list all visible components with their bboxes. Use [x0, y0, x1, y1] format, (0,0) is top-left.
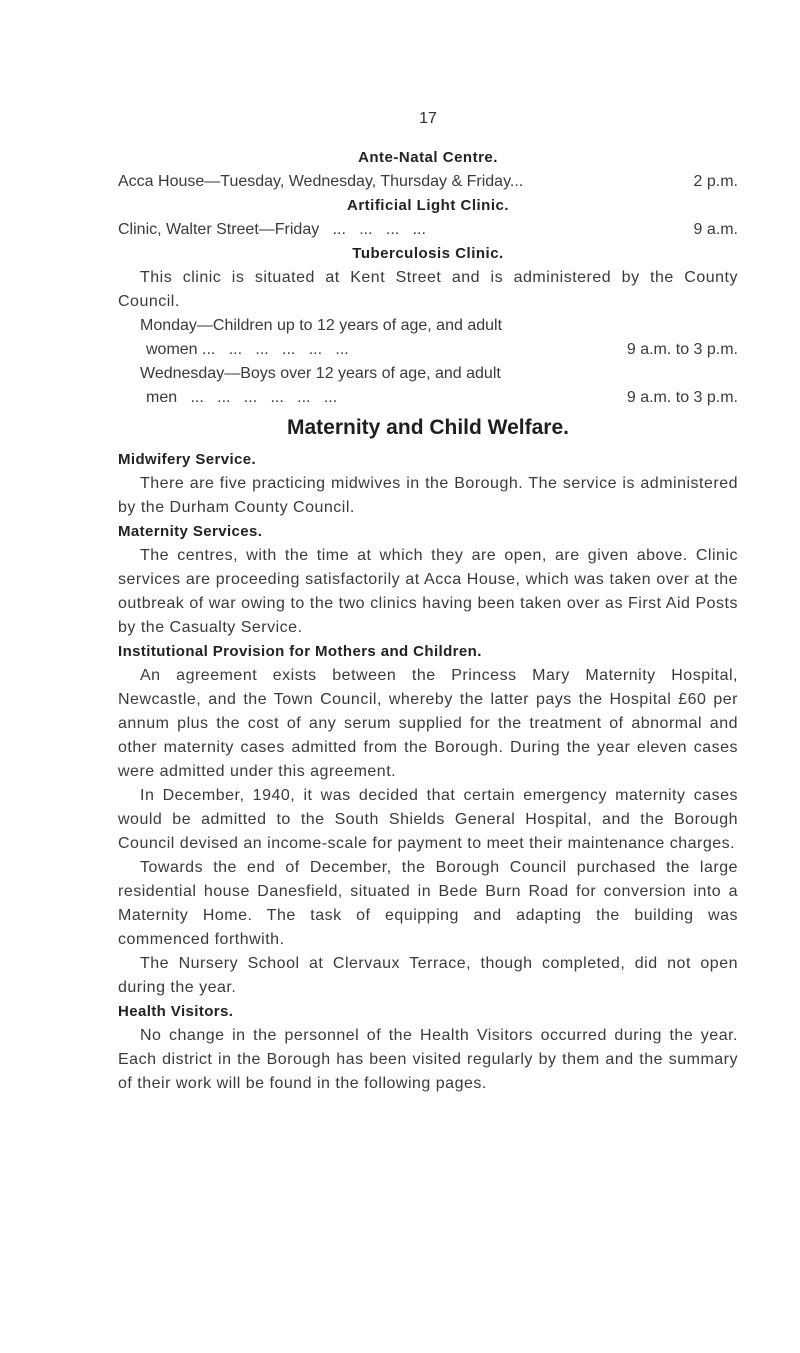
- ante-natal-row: [118, 170, 738, 194]
- light-clinic-heading: Artificial Light Clinic.: [346, 197, 509, 214]
- page-number: 17: [419, 110, 437, 127]
- institutional-paragraph-3: Towards the end of December, the Borough Council purchased the large residential house Danesfield, situated in Bede Burn Road for conversion into a Maternity Home. The task of equipping and adapting the building was commenced forthwith.: [118, 859, 738, 948]
- institutional-paragraph-4: The Nursery School at Clervaux Terrace, though completed, did not open during the year.: [118, 955, 738, 996]
- institutional-heading: Institutional Provision for Mothers and Children.: [118, 643, 482, 660]
- tb-wednesday-time: 9 a.m. to 3 p.m.: [626, 389, 738, 406]
- tb-monday-row: [118, 338, 738, 362]
- maternity-services-heading: Maternity Services.: [118, 523, 263, 540]
- health-visitors-heading: Health Visitors.: [118, 1003, 234, 1020]
- midwifery-heading: Midwifery Service.: [118, 451, 257, 468]
- institutional-paragraph-1: An agreement exists between the Princess Mary Maternity Hospital, Newcastle, and the Town Council, whereby the latter pays the Hospital £60 per annum plus the cost of any serum supplied for the treatment of abnormal and other maternity cases admitted from the Borough. During the year eleven cases were admitted under this agreement.: [118, 667, 738, 780]
- light-clinic-row: [118, 218, 738, 242]
- ante-natal-line: Acca House—Tuesday, Wednesday, Thursday & Friday...: [118, 173, 524, 190]
- maternity-heading: Maternity and Child Welfare.: [287, 416, 569, 439]
- health-visitors-text: No change in the personnel of the Health Visitors occurred during the year. Each district in the Borough has been visited regularly by them and the summary of their work will be found in the following pages.: [118, 1027, 738, 1092]
- tb-monday-line: Monday—Children up to 12 years of age, and adult: [140, 317, 503, 334]
- ante-natal-time: 2 p.m.: [693, 173, 738, 190]
- tb-monday-time: 9 a.m. to 3 p.m.: [626, 341, 738, 358]
- document-page: [118, 110, 738, 1096]
- tb-wednesday-row: [118, 386, 738, 410]
- tb-wednesday-line2: men ... ... ... ... ... ...: [146, 389, 338, 406]
- light-clinic-line: Clinic, Walter Street—Friday ... ... ... ...: [118, 221, 426, 238]
- institutional-paragraph-2: In December, 1940, it was decided that certain emergency maternity cases would be admitted to the South Shields General Hospital, and the Borough Council devised an income-scale for payment to meet their maintenance charges.: [118, 787, 738, 852]
- tb-clinic-intro: This clinic is situated at Kent Street and is administered by the County Council.: [118, 269, 738, 310]
- midwifery-text: There are five practicing midwives in the Borough. The service is administered by the Durham County Council.: [118, 475, 738, 516]
- tb-monday-line2: women ... ... ... ... ... ...: [146, 341, 349, 358]
- tb-wednesday-line: Wednesday—Boys over 12 years of age, and adult: [140, 365, 501, 382]
- ante-natal-heading: Ante-Natal Centre.: [358, 149, 498, 166]
- maternity-services-text: The centres, with the time at which they are open, are given above. Clinic services are proceeding satisfactorily at Acca House, which was taken over at the outbreak of war owing to the two clinics having been taken over as First Aid Posts by the Casualty Service.: [118, 547, 738, 636]
- tb-clinic-heading: Tuberculosis Clinic.: [352, 245, 504, 262]
- light-clinic-time: 9 a.m.: [693, 221, 738, 238]
